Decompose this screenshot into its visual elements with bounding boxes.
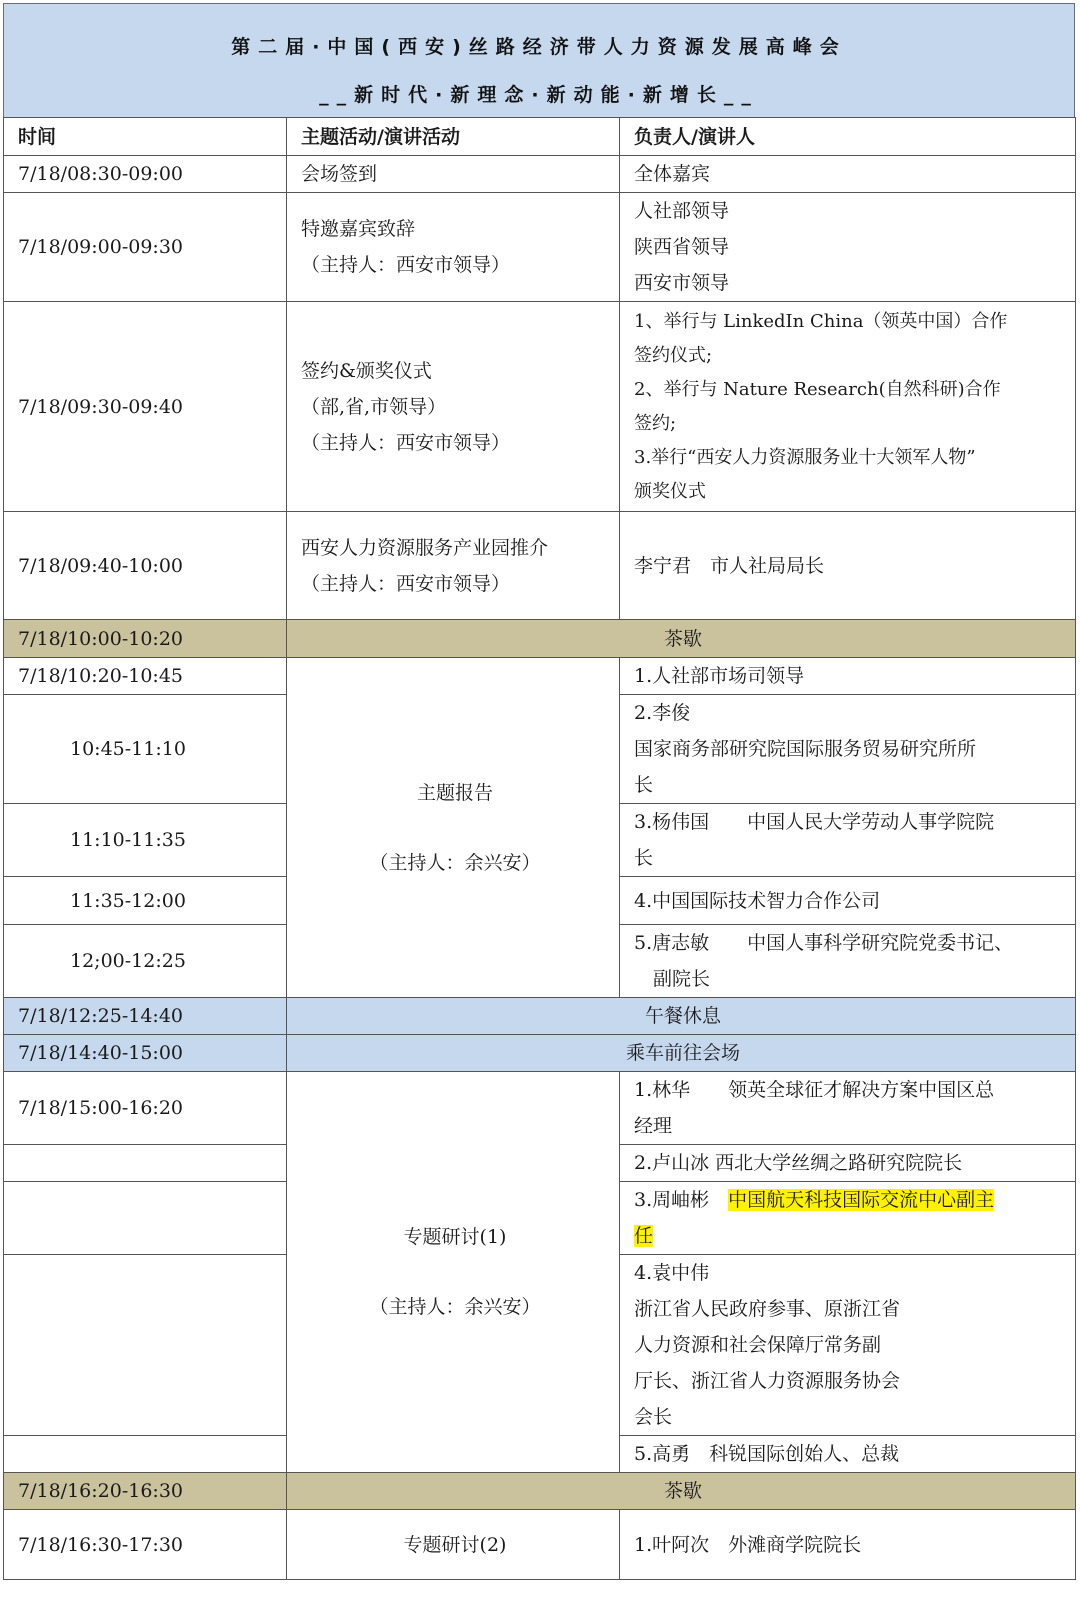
- time-cell: 7/18/09:30-09:40: [4, 302, 287, 512]
- time-cell: 7/18/15:00-16:20: [4, 1072, 287, 1145]
- speaker-cell: [620, 1255, 1076, 1436]
- table-row: [4, 193, 1076, 302]
- speaker-cell: 李宁君 市人社局局长: [620, 512, 1076, 620]
- break-label: 午餐休息: [287, 998, 1076, 1035]
- keynote-activity-cell: [287, 658, 620, 998]
- speaker-cell: 全体嘉宾: [620, 156, 1076, 193]
- speaker-cell: [620, 695, 1076, 804]
- speaker-line: 5.唐志敏 中国人事科学研究院党委书记、: [634, 932, 1014, 954]
- host-line: （主持人：西安市领导）: [301, 572, 511, 595]
- speaker-line: 会长: [634, 1406, 673, 1428]
- activity-cell: [287, 193, 620, 302]
- speaker-line: 签约仪式;: [634, 344, 713, 366]
- col-header-activity: 主题活动/演讲活动: [287, 118, 620, 156]
- speaker-line: 国家商务部研究院国际服务贸易研究所所: [634, 738, 977, 760]
- time-cell: [4, 1145, 287, 1182]
- lunch-row: [4, 998, 1076, 1035]
- speaker-line: 1、举行与 LinkedIn China（领英中国）合作: [634, 310, 1008, 332]
- summit-subtitle: __新时代·新理念·新动能·新增长__: [319, 84, 759, 106]
- table-row: [4, 302, 1076, 512]
- table-row: [4, 1510, 1076, 1580]
- speaker-cell: [620, 302, 1076, 512]
- speaker-name: 3.周岫彬: [634, 1189, 729, 1211]
- time-cell: 11:10-11:35: [4, 804, 287, 877]
- speaker-line: 人社部领导: [634, 200, 730, 222]
- speaker-line: 2、举行与 Nature Research(自然科研)合作: [634, 378, 1001, 400]
- speaker-cell: 5.高勇 科锐国际创始人、总裁: [620, 1436, 1076, 1473]
- speaker-line: 2.李俊: [634, 702, 691, 724]
- col-header-speaker: 负责人/演讲人: [620, 118, 1076, 156]
- tea-break-row: [4, 620, 1076, 658]
- schedule-table: [3, 117, 1076, 1580]
- time-cell: 7/18/12:25-14:40: [4, 998, 287, 1035]
- table-row: [4, 658, 1076, 695]
- activity-line: 主题报告: [416, 781, 493, 804]
- speaker-line: 4.袁中伟: [634, 1262, 710, 1284]
- activity-line: 专题研讨(1): [403, 1226, 507, 1248]
- speaker-cell: [620, 804, 1076, 877]
- speaker-line: 副院长: [634, 968, 711, 990]
- activity-cell: [287, 302, 620, 512]
- activity-cell: 会场签到: [287, 156, 620, 193]
- summit-title: 第二届·中国(西安)丝路经济带人力资源发展高峰会: [231, 36, 847, 58]
- speaker-line: 3.杨伟国 中国人民大学劳动人事学院院: [634, 811, 995, 833]
- time-cell: 12;00-12:25: [4, 925, 287, 998]
- host-line: （主持人：西安市领导）: [301, 254, 511, 276]
- activity-line: 西安人力资源服务产业园推介: [301, 536, 549, 559]
- activity-line: 特邀嘉宾致辞: [301, 218, 416, 240]
- speaker-cell: 2.卢山冰 西北大学丝绸之路研究院院长: [620, 1145, 1076, 1182]
- host-line: （主持人：西安市领导）: [301, 431, 511, 454]
- speaker-line: 1.林华 领英全球征才解决方案中国区总: [634, 1079, 995, 1101]
- speaker-line: 3.举行“西安人力资源服务业十大领军人物”: [634, 446, 976, 468]
- speaker-line: 长: [634, 847, 654, 869]
- time-cell: 7/18/16:20-16:30: [4, 1473, 287, 1510]
- time-cell: 10:45-11:10: [4, 695, 287, 804]
- time-cell: [4, 1182, 287, 1255]
- speaker-cell: 4.中国国际技术智力合作公司: [620, 877, 1076, 925]
- header-row: [4, 118, 1076, 156]
- speaker-line: 长: [634, 774, 654, 796]
- speaker-cell: 1.人社部市场司领导: [620, 658, 1076, 695]
- time-cell: 7/18/16:30-17:30: [4, 1510, 287, 1580]
- break-label: 茶歇: [287, 1473, 1076, 1510]
- speaker-line: 浙江省人民政府参事、原浙江省: [634, 1298, 901, 1320]
- time-cell: 11:35-12:00: [4, 877, 287, 925]
- speaker-line: 颁奖仪式: [634, 480, 706, 502]
- speaker-cell: [620, 193, 1076, 302]
- bus-row: [4, 1035, 1076, 1072]
- speaker-line: 陕西省领导: [634, 236, 730, 258]
- speaker-line: 签约;: [634, 412, 677, 434]
- table-row: [4, 156, 1076, 193]
- time-cell: 7/18/09:40-10:00: [4, 512, 287, 620]
- time-cell: 7/18/10:00-10:20: [4, 620, 287, 658]
- time-cell: [4, 1436, 287, 1473]
- highlighted-title: 任: [634, 1225, 654, 1247]
- speaker-cell: 1.叶阿次 外滩商学院院长: [620, 1510, 1076, 1580]
- speaker-line: 经理: [634, 1115, 673, 1137]
- activity-cell: [287, 512, 620, 620]
- activity-cell: 专题研讨(2): [287, 1510, 620, 1580]
- highlighted-title: 中国航天科技国际交流中心副主: [728, 1189, 995, 1211]
- col-header-time: 时间: [4, 118, 287, 156]
- time-cell: 7/18/10:20-10:45: [4, 658, 287, 695]
- host-line: （主持人：余兴安）: [369, 851, 541, 874]
- speaker-cell: [620, 925, 1076, 998]
- time-cell: 7/18/08:30-09:00: [4, 156, 287, 193]
- forum-activity-cell: [287, 1072, 620, 1473]
- tea-break-row: [4, 1473, 1076, 1510]
- speaker-cell: [620, 1072, 1076, 1145]
- speaker-cell: [620, 1182, 1076, 1255]
- activity-line: 签约&颁奖仪式: [301, 359, 432, 382]
- summit-banner: [3, 3, 1075, 118]
- speaker-line: 西安市领导: [634, 272, 730, 294]
- time-cell: 7/18/09:00-09:30: [4, 193, 287, 302]
- time-cell: [4, 1255, 287, 1436]
- break-label: 茶歇: [287, 620, 1076, 658]
- break-label: 乘车前往会场: [287, 1035, 1076, 1072]
- speaker-line: 厅长、浙江省人力资源服务协会: [634, 1370, 901, 1392]
- speaker-line: 人力资源和社会保障厅常务副: [634, 1334, 882, 1356]
- activity-line: （部,省,市领导）: [301, 395, 447, 418]
- table-row: [4, 1072, 1076, 1145]
- host-line: （主持人：余兴安）: [369, 1296, 541, 1318]
- table-row: [4, 512, 1076, 620]
- time-cell: 7/18/14:40-15:00: [4, 1035, 287, 1072]
